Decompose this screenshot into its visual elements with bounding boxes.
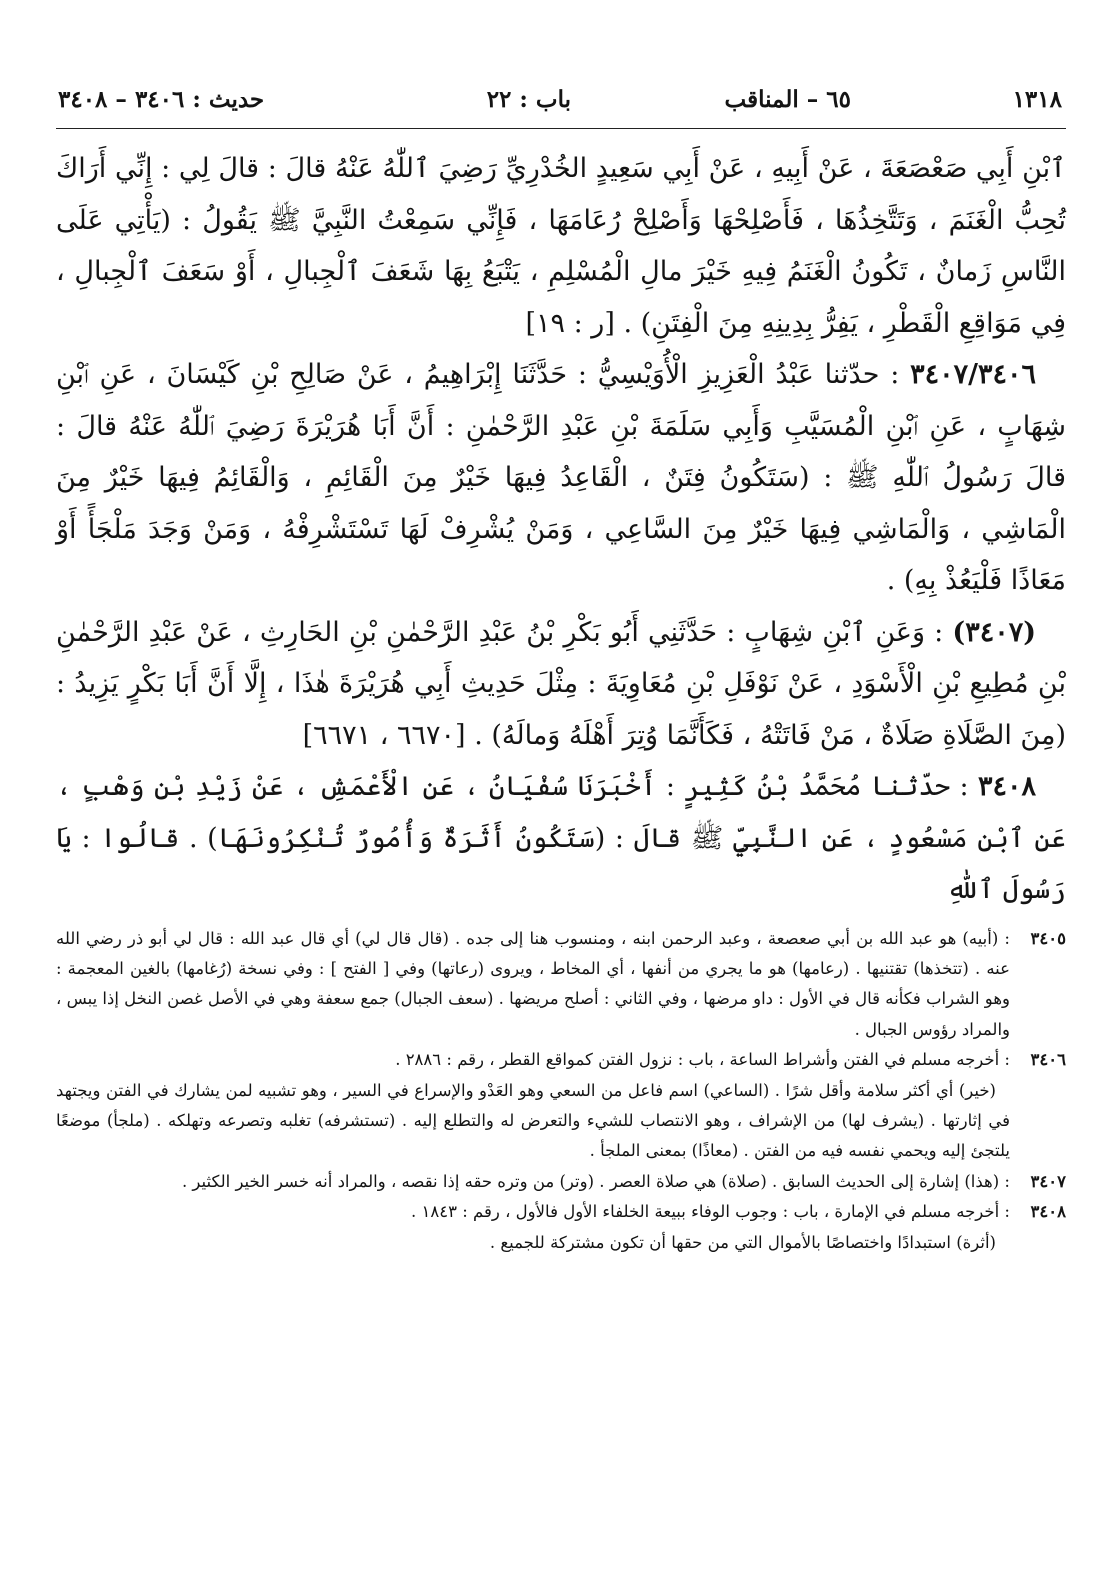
footnote xyxy=(56,1045,1066,1167)
hadith-body: : وَعَنِ ٱبْنِ شِهَابٍ : حَدَّثَنِي أَبُو بَكْرِ بْنُ عَبْدِ الرَّحْمٰنِ بْنِ الحَارِثِ ، عَنْ عَبْدِ الرَّحْمٰنِ بْنِ مُطِيعِ بْنِ الْأَسْوَدِ ، عَنْ نَوْفَلِ بْنِ مُعَاوِيَةَ : مِثْلَ حَدِيثِ أَبِي هُرَيْرَةَ هٰذَا ، إِلَّا أَنَّ أَبَا بَكْرٍ يَزِيدُ : (مِنَ الصَّلَاةِ صَلَاةٌ ، مَنْ فَاتَتْهُ ، فَكَأَنَّمَا وُتِرَ أَهْلَهُ وَمالَهُ) . xyxy=(56,616,1066,751)
footnote-number: ٣٤٠٨ xyxy=(1030,1202,1066,1222)
hadith-body: : حدّثنا مُحَمَّدُ بْنُ كَثِيرٍ : أَخْبَرَنَا سُفْيَانُ ، عَنِ الْأَعْمَشِ ، عَنْ زَيْدِ بْنِ وَهْبٍ ، عَنِ ٱبْنِ مَسْعُودٍ ، عَنِ النَّبِيِّ ﷺ قالَ : (سَتَكُونُ أَثَرَةٌ وَأُمُورٌ تُنْكِرُونَهَا) . قالُوا : يَا رَسُولَ ٱللّٰهِ xyxy=(56,771,1066,905)
page-number: ١٣١٨ xyxy=(1012,86,1062,113)
footnote xyxy=(56,1197,1066,1258)
hadith-paragraph xyxy=(56,349,1066,607)
footnotes xyxy=(56,924,1066,1258)
book-title: ٦٥ – المناقب xyxy=(724,86,851,113)
hadith-body: ٱبْنِ أَبِي صَعْصَعَةَ ، عَنْ أَبِيهِ ، عَنْ أَبِي سَعِيدٍ الخُدْرِيِّ رَضِيَ ٱللّٰهُ عَنْهُ قالَ : قالَ لِي : إِنِّي أَرَاكَ تُحِبُّ الْغَنَمَ ، وَتَتَّخِذُهَا ، فَأَصْلِحْهَا وَأَصْلِحْ رُعَامَهَا ، فَإِنِّي سَمِعْتُ النَّبِيَّ ﷺ يَقُولُ : (يَأْتِي عَلَى النَّاسِ زَمانٌ ، تَكُونُ الْغَنَمُ فِيهِ خَيْرَ مالِ الْمُسْلِمِ ، يَتْبَعُ بِهَا شَعَفَ ٱلْجِبالِ ، أَوْ سَعَفَ ٱلْجِبالِ ، فِي مَوَاقِعِ الْقَطْرِ ، يَفِرُّ بِدِينِهِ مِنَ الْفِتَنِ) . xyxy=(56,153,1066,339)
hadith-body: : حدّثنا عَبْدُ الْعَزِيزِ الْأُوَيْسِيُّ : حَدَّثَنَا إِبْرَاهِيمُ ، عَنْ صَالِحِ بْنِ كَيْسَانَ ، عَنِ ٱبْنِ شِهَابٍ ، عَنِ ٱبْنِ الْمُسَيَّبِ وَأَبِي سَلَمَةَ بْنِ عَبْدِ الرَّحْمٰنِ : أَنَّ أَبَا هُرَيْرَةَ رَضِيَ ٱللّٰهُ عَنْهُ قالَ : قالَ رَسُولُ ٱللّٰهِ ﷺ : (سَتَكُونُ فِتَنٌ ، الْقَاعِدُ فِيهَا خَيْرٌ مِنَ الْقَائِمِ ، وَالْقَائِمُ فِيهَا خَيْرٌ مِنَ الْمَاشِي ، وَالْمَاشِي فِيهَا خَيْرٌ مِنَ السَّاعِي ، وَمَنْ يُشْرِفْ لَهَا تَسْتَشْرِفْهُ ، وَمَنْ وَجَدَ مَلْجَأً أَوْ مَعَاذًا فَلْيَعُذْ بِهِ) . xyxy=(56,359,1066,596)
hadith-number: ٣٤٠٧/٣٤٠٦ xyxy=(910,359,1036,390)
running-header xyxy=(56,80,1066,124)
footnote-text: (خير) أي أكثر سلامة وأقل شرًا . (الساعي) اسم فاعل من السعي وهو العَدْو والإسراع في السير ، وهو تشبيه لمن يشارك في الفتن ويجتهد في إثارتها . (يشرف لها) من الإشراف ، وهو الانتصاب للشيء والتعرض له والتطلع إليه . (تستشرفه) تغلبه وتصرعه وتهلكه . (ملجأ) موضعًا يلتجئ إليه ويحمي نفسه فيه من الفتن . (معاذًا) بمعنى الملجأ . xyxy=(56,1080,1010,1161)
chapter-label: باب : ٢٢ xyxy=(486,86,571,113)
footnote-number: ٣٤٠٦ xyxy=(1030,1050,1066,1070)
footnote xyxy=(56,924,1066,1046)
footnote-text: : أخرجه مسلم في الفتن وأشراط الساعة ، باب : نزول الفتن كمواقع القطر ، رقم : ٢٨٨٦ . xyxy=(395,1050,1010,1070)
header-rule xyxy=(56,128,1066,129)
hadith-paragraph xyxy=(56,143,1066,349)
footnote-number: ٣٤٠٥ xyxy=(1030,928,1066,948)
hadith-paragraph xyxy=(56,761,1066,916)
hadith-range: حديث : ٣٤٠٦ – ٣٤٠٨ xyxy=(58,86,265,113)
footnote-text: : (هذا) إشارة إلى الحديث السابق . (صلاة) هي صلاة العصر . (وتر) من وتره حقه إذا نقصه ، والمراد أنه خسر الخير الكثير . xyxy=(181,1171,1010,1191)
footnote xyxy=(56,1167,1066,1197)
hadith-number: (٣٤٠٧) xyxy=(952,616,1036,648)
footnote-text: (أثرة) استبدادًا واختصاصًا بالأموال التي من حقها أن تكون مشتركة للجميع . xyxy=(489,1232,996,1252)
footnote-text: : (أبيه) هو عبد الله بن أبي صعصعة ، وعبد الرحمن ابنه ، ومنسوب هنا إلى جده . (قال قال لي) أي قال عبد الله : قال لي أبو ذر رضي الله عنه . (تتخذها) تقتنيها . (رعامها) هو ما يجري من أنفها ، أي المخاط ، ويروى (رعاتها) وفي [ الفتح ] : وفي نسخة (رُغامها) بالغين المعجمة : وهو الشراب فكأنه قال في الأول : داو مرضها ، وفي الثاني : أصلح مريضها . (سعف الجبال) جمع سعفة وهي في الأصل غصن النخل إذا يبس ، والمراد رؤوس الجبال . xyxy=(56,928,1010,1039)
hadith-number: ٣٤٠٨ xyxy=(977,771,1036,802)
footnote-text: : أخرجه مسلم في الإمارة ، باب : وجوب الوفاء ببيعة الخلفاء الأول فالأول ، رقم : ١٨٤٣ . xyxy=(411,1202,1010,1222)
cross-reference: [٦٦٧٠ ، ٦٦٧١] xyxy=(302,719,466,751)
footnote-number: ٣٤٠٧ xyxy=(1030,1171,1066,1191)
hadith-text xyxy=(56,143,1066,916)
cross-reference: [ر : ١٩] xyxy=(525,307,615,339)
book-page xyxy=(56,80,1066,1258)
hadith-paragraph xyxy=(56,607,1066,762)
